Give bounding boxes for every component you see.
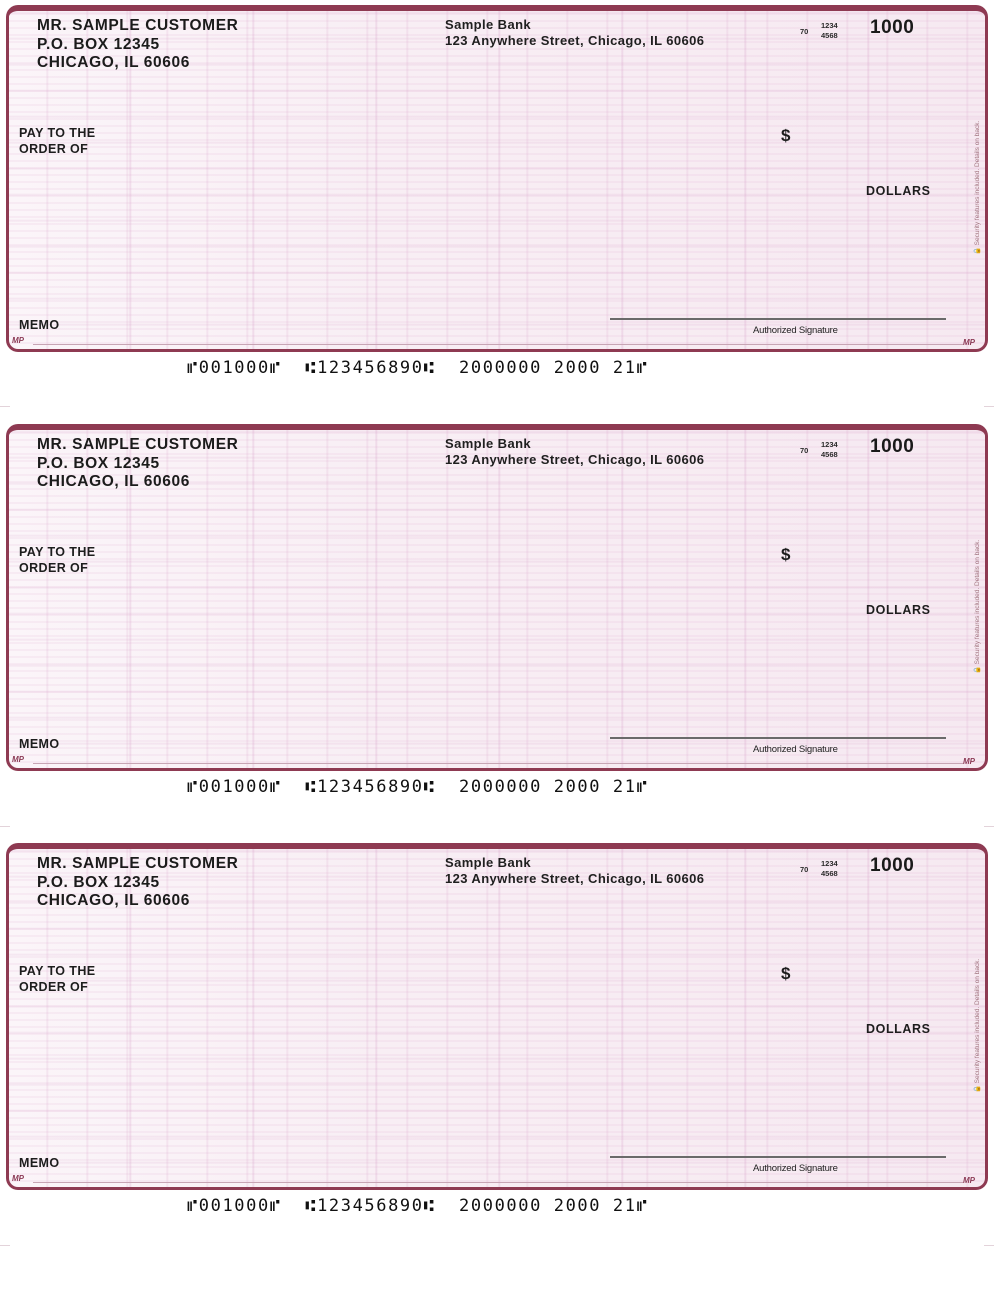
bank-block (445, 17, 704, 49)
check-face (6, 5, 988, 352)
customer-name: MR. SAMPLE CUSTOMER (37, 855, 239, 872)
security-side-text (971, 103, 983, 273)
bank-name: Sample Bank (445, 17, 532, 32)
customer-address-line1: P.O. BOX 12345 (37, 35, 160, 53)
customer-name: MR. SAMPLE CUSTOMER (37, 17, 239, 34)
customer-block (37, 17, 238, 73)
memo-line (33, 1182, 963, 1183)
security-banner: THE FACE OF THIS DOCUMENT HAS A COLORED BACKGROUND ON WHITE PAPER AND ORIGINAL DOCUMENT SECURITY SCREEN ON BACK WITH PADLOCK SECURITY ICON. (337, 844, 657, 848)
security-side-text (971, 941, 983, 1111)
bank-block (445, 436, 704, 468)
mp-logo-icon: MP (12, 336, 24, 345)
fraction-prefix: 70 (800, 865, 809, 874)
signature-label: Authorized Signature (753, 1163, 838, 1174)
pay-to-label-line2: ORDER OF (19, 141, 89, 156)
memo-label: MEMO (19, 737, 60, 751)
fraction-bottom: 4568 (821, 450, 838, 459)
micr-line: ⑈001000⑈ ⑆123456890⑆ 2000000 2000 21⑈ (187, 358, 649, 378)
check-number: 1000 (870, 436, 915, 457)
perforation-mark (984, 406, 994, 407)
perforation-mark (0, 826, 10, 827)
perforation-mark (984, 1245, 994, 1246)
customer-address-line2: CHICAGO, IL 60606 (37, 473, 190, 490)
dollar-sign: $ (781, 964, 791, 983)
bank-address: 123 Anywhere Street, Chicago, IL 60606 (445, 33, 705, 48)
memo-label: MEMO (19, 318, 60, 332)
check-unit-3 (0, 838, 994, 1238)
dollars-label: DOLLARS (866, 1022, 931, 1036)
dollars-label: DOLLARS (866, 603, 931, 617)
memo-line (33, 344, 963, 345)
customer-address-line1: P.O. BOX 12345 (37, 873, 160, 891)
perforation-mark (984, 826, 994, 827)
customer-address-line2: CHICAGO, IL 60606 (37, 892, 190, 909)
memo-label: MEMO (19, 1156, 60, 1170)
signature-label: Authorized Signature (753, 325, 838, 336)
bank-block (445, 855, 704, 887)
fraction-bottom: 4568 (821, 31, 838, 40)
bank-name: Sample Bank (445, 436, 532, 451)
bank-name: Sample Bank (445, 855, 532, 870)
check-number: 1000 (870, 855, 915, 876)
security-banner: THE FACE OF THIS DOCUMENT HAS A COLORED BACKGROUND ON WHITE PAPER AND ORIGINAL DOCUMENT SECURITY SCREEN ON BACK WITH PADLOCK SECURITY ICON. (337, 6, 657, 10)
bank-address: 123 Anywhere Street, Chicago, IL 60606 (445, 871, 705, 886)
pay-to-label-line2: ORDER OF (19, 560, 89, 575)
padlock-security-note: 🔒 Security features included. Details on back. (974, 958, 981, 1094)
pay-to-label-line1: PAY TO THE (19, 126, 96, 140)
check-face (6, 843, 988, 1190)
micr-line: ⑈001000⑈ ⑆123456890⑆ 2000000 2000 21⑈ (187, 1196, 649, 1216)
check-face (6, 424, 988, 771)
mp-logo-icon: MP (963, 1176, 975, 1185)
signature-label: Authorized Signature (753, 744, 838, 755)
bank-address: 123 Anywhere Street, Chicago, IL 60606 (445, 452, 705, 467)
dollar-sign: $ (781, 545, 791, 564)
signature-line (610, 1156, 946, 1158)
customer-block (37, 436, 238, 492)
security-side-text (971, 522, 983, 692)
pay-to-label-line2: ORDER OF (19, 979, 89, 994)
mp-logo-icon: MP (963, 338, 975, 347)
perforation-mark (0, 406, 10, 407)
pay-to-label-line1: PAY TO THE (19, 964, 96, 978)
perforation-mark (0, 1245, 10, 1246)
fraction-top: 1234 (821, 859, 838, 868)
padlock-security-note: 🔒 Security features included. Details on back. (974, 120, 981, 256)
fraction-top: 1234 (821, 440, 838, 449)
customer-block (37, 855, 238, 911)
fraction-bottom: 4568 (821, 869, 838, 878)
mp-logo-icon: MP (963, 757, 975, 766)
pay-to-label (19, 964, 95, 995)
fraction-prefix: 70 (800, 27, 809, 36)
check-unit-2 (0, 419, 994, 819)
mp-logo-icon: MP (12, 1174, 24, 1183)
padlock-security-note: 🔒 Security features included. Details on back. (974, 539, 981, 675)
pay-to-label (19, 545, 95, 576)
signature-line (610, 737, 946, 739)
pay-to-label (19, 126, 95, 157)
memo-line (33, 763, 963, 764)
security-banner: THE FACE OF THIS DOCUMENT HAS A COLORED BACKGROUND ON WHITE PAPER AND ORIGINAL DOCUMENT SECURITY SCREEN ON BACK WITH PADLOCK SECURITY ICON. (337, 425, 657, 429)
customer-address-line2: CHICAGO, IL 60606 (37, 54, 190, 71)
check-unit-1 (0, 0, 994, 400)
dollar-sign: $ (781, 126, 791, 145)
mp-logo-icon: MP (12, 755, 24, 764)
customer-name: MR. SAMPLE CUSTOMER (37, 436, 239, 453)
pay-to-label-line1: PAY TO THE (19, 545, 96, 559)
signature-line (610, 318, 946, 320)
micr-line: ⑈001000⑈ ⑆123456890⑆ 2000000 2000 21⑈ (187, 777, 649, 797)
fraction-prefix: 70 (800, 446, 809, 455)
fraction-top: 1234 (821, 21, 838, 30)
check-number: 1000 (870, 17, 915, 38)
dollars-label: DOLLARS (866, 184, 931, 198)
customer-address-line1: P.O. BOX 12345 (37, 454, 160, 472)
